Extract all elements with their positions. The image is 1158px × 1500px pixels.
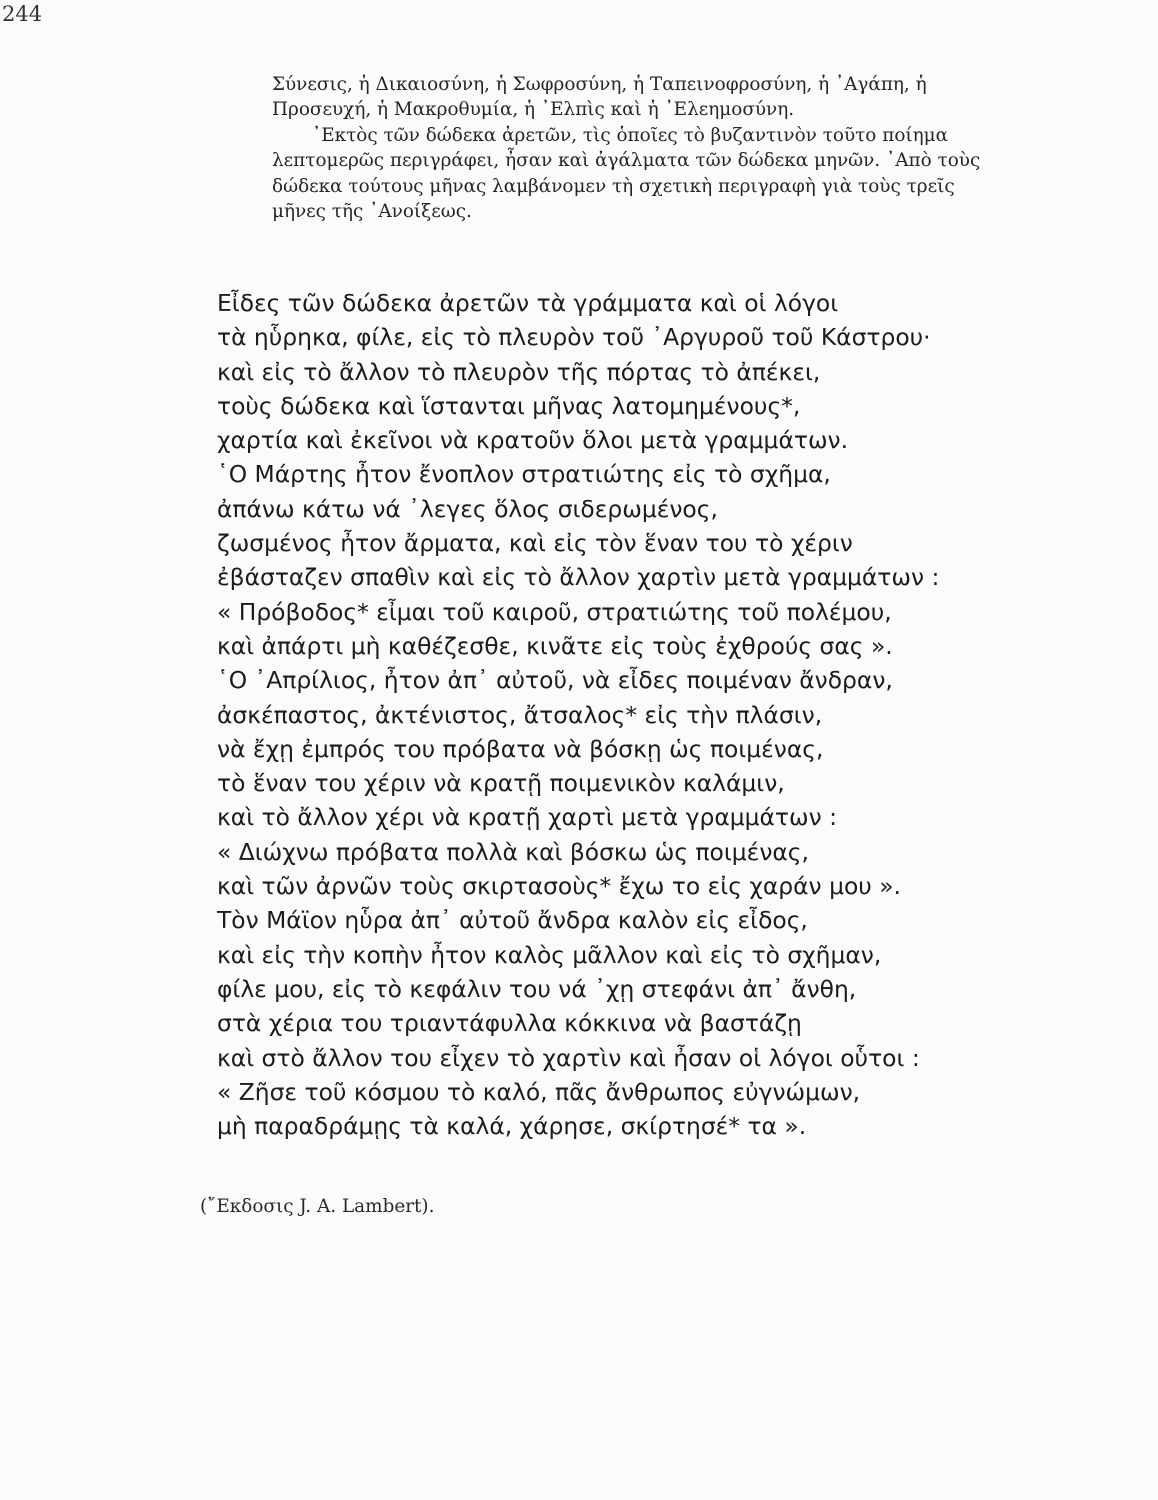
intro-line: Προσευχή, ἡ Μακροθυμία, ἡ ᾿Ελπὶς καὶ ἡ ᾿Ελεημοσύνη. [272,99,795,121]
poem-line: Τὸν Μάϊον ηὗρα ἀπ᾿ αὐτοῦ ἄνδρα καλὸν εἰς εἶδος, [217,906,808,935]
poem-line: καὶ εἰς τὴν κοπὴν ἦτον καλὸς μᾶλλον καὶ εἰς τὸ σχῆμαν, [217,940,882,969]
poem-line: καὶ τὸ ἄλλον χέρι νὰ κρατῇ χαρτὶ μετὰ γραμμάτων : [217,803,837,832]
poem-line: καὶ ἀπάρτι μὴ καθέζεσθε, κινᾶτε εἰς τοὺς ἐχθρούς σας ». [217,631,893,660]
poem-line: « Ζῆσε τοῦ κόσμου τὸ καλό, πᾶς ἄνθρωπος εὐγνώμων, [217,1077,861,1106]
page-number: 244 [2,2,43,26]
poem-line: χαρτία καὶ ἐκεῖνοι νὰ κρατοῦν ὅλοι μετὰ γραμμάτων. [217,426,849,455]
poem-line: ῾Ο Μάρτης ἦτον ἔνοπλον στρατιώτης εἰς τὸ σχῆμα, [217,460,831,489]
intro-line: Σύνεσις, ἡ Δικαιοσύνη, ἡ Σωφροσύνη, ἡ Ταπεινοφροσύνη, ἡ ᾿Αγάπη, ἡ [272,74,927,95]
poem-line: Εἶδες τῶν δώδεκα ἀρετῶν τὰ γράμματα καὶ οἱ λόγοι [217,289,839,317]
poem-line: τοὺς δώδεκα καὶ ἵστανται μῆνας λατομημένους*, [217,391,801,420]
poem-line: νὰ ἔχῃ ἐμπρός του πρόβατα νὰ βόσκῃ ὡς ποιμένας, [217,734,824,763]
source-note: (῎Εκδοσις J. A. Lambert). [200,1196,435,1217]
poem [217,286,1117,1143]
poem-line: ζωσμένος ἦτον ἄρματα, καὶ εἰς τὸν ἕναν του τὸ χέριν [217,529,853,558]
poem-line: ἐβάσταζεν σπαθὶν καὶ εἰς τὸ ἄλλον χαρτὶν μετὰ γραμμάτων : [217,563,940,592]
poem-line: ῾Ο ᾿Απρίλιος, ἦτον ἀπ᾿ αὐτοῦ, νὰ εἶδες ποιμέναν ἄνδραν, [217,666,893,695]
intro-line: δώδεκα τούτους μῆνας λαμβάνομεν τὴ σχετικὴ περιγραφὴ γιὰ τοὺς τρεῖς [272,175,955,197]
intro-line: μῆνες τῆς ᾿Ανοίξεως. [272,200,472,222]
poem-line: φίλε μου, εἰς τὸ κεφάλιν του νά ᾿χῃ στεφάνι ἀπ᾿ ἄνθη, [217,974,857,1003]
poem-line: τὸ ἕναν του χέριν νὰ κρατῇ ποιμενικὸν καλάμιν, [217,769,785,798]
poem-line: μὴ παραδράμῃς τὰ καλά, χάρησε, σκίρτησέ* τα ». [217,1112,807,1141]
poem-line: « Διώχνω πρόβατα πολλὰ καὶ βόσκω ὡς ποιμένας, [217,837,809,866]
poem-line: τὰ ηὗρηκα, φίλε, εἰς τὸ πλευρὸν τοῦ ᾿Αργυροῦ τοῦ Κάστρου· [217,323,931,352]
poem-line: ἀσκέπαστος, ἀκτένιστος, ἄτσαλος* εἰς τὴν πλάσιν, [217,700,823,729]
poem-line: ἀπάνω κάτω νά ᾿λεγες ὅλος σιδερωμένος, [217,494,718,523]
poem-line: καὶ στὸ ἄλλον του εἶχεν τὸ χαρτὶν καὶ ἦσαν οἱ λόγοι οὗτοι : [217,1043,920,1072]
poem-line: στὰ χέρια του τριαντάφυλλα κόκκινα νὰ βαστάζῃ [217,1009,802,1038]
intro-line: ᾿Εκτὸς τῶν δώδεκα ἀρετῶν, τὶς ὁποῖες τὸ βυζαντινὸν τοῦτο ποίημα [312,124,948,146]
intro-paragraph [272,72,1042,224]
poem-line: « Πρόβοδος* εἶμαι τοῦ καιροῦ, στρατιώτης τοῦ πολέμου, [217,597,892,626]
intro-line: λεπτομερῶς περιγράφει, ἦσαν καὶ ἀγάλματα τῶν δώδεκα μηνῶν. ᾿Απὸ τοὺς [272,150,981,172]
poem-line: καὶ τῶν ἀρνῶν τοὺς σκιρτασοὺς* ἔχω το εἰς χαράν μου ». [217,872,901,901]
poem-line: καὶ εἰς τὸ ἄλλον τὸ πλευρὸν τῆς πόρτας τὸ ἀπέκει, [217,357,821,386]
